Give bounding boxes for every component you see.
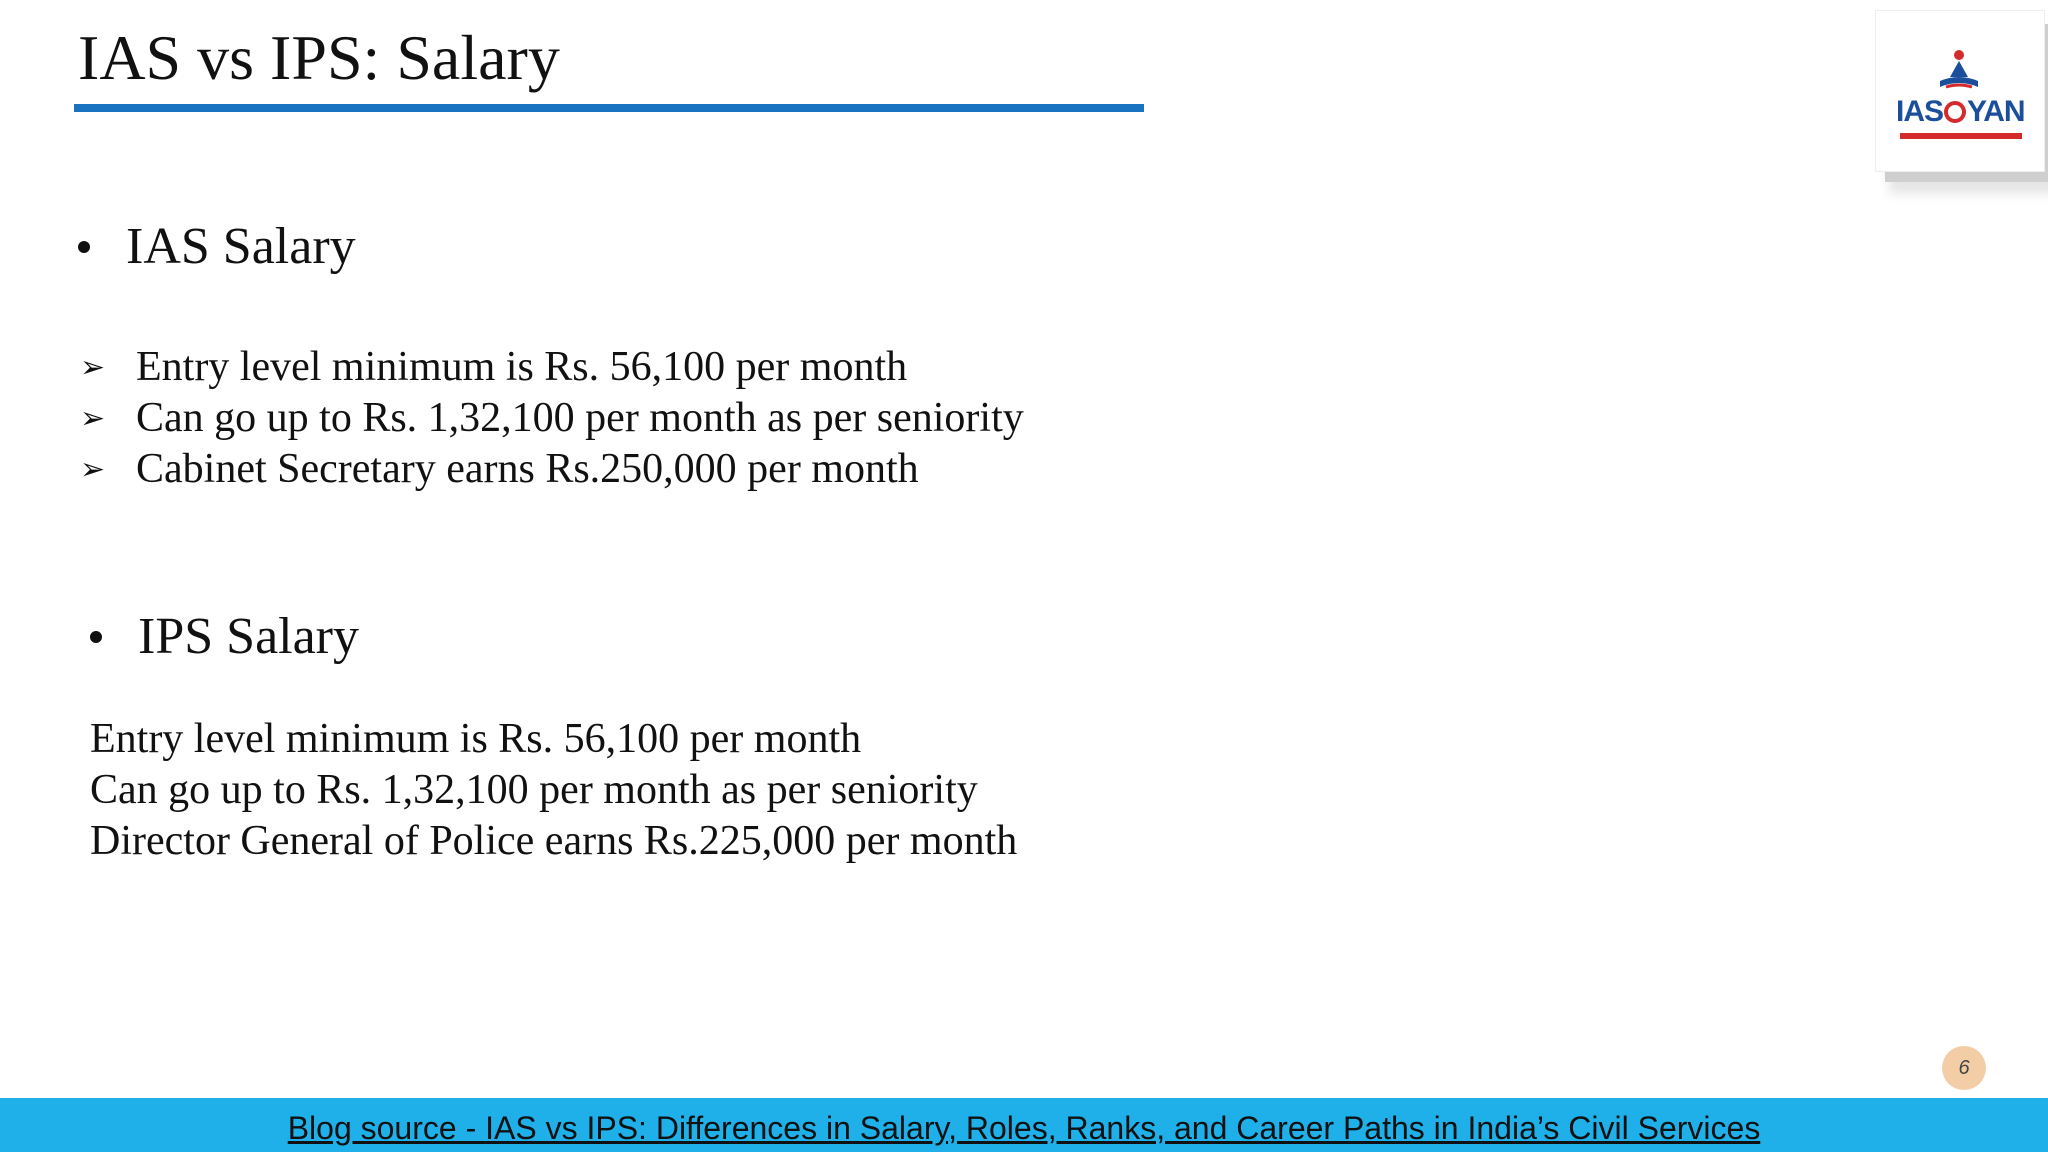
list-item: ➢ Cabinet Secretary earns Rs.250,000 per month bbox=[80, 444, 1024, 495]
arrow-bullet-icon: ➢ bbox=[80, 401, 106, 436]
bullet-icon bbox=[90, 631, 102, 643]
logo-tagline-bar bbox=[1900, 133, 2022, 139]
list-item: ➢ Entry level minimum is Rs. 56,100 per month bbox=[80, 342, 1024, 393]
ips-salary-list bbox=[90, 714, 1017, 867]
slide-title: IAS vs IPS: Salary bbox=[78, 22, 560, 93]
logo bbox=[1875, 10, 2045, 172]
list-item: Can go up to Rs. 1,32,100 per month as per seniority bbox=[90, 767, 978, 813]
logo-wordmark: IAS YAN bbox=[1896, 95, 2025, 128]
page-number-badge: 6 bbox=[1942, 1046, 1986, 1090]
ias-gyan-emblem-icon bbox=[1936, 47, 1982, 95]
list-item: ➢ Can go up to Rs. 1,32,100 per month as per seniority bbox=[80, 393, 1024, 444]
blog-source-label: Blog source - bbox=[287, 1110, 486, 1146]
ias-salary-heading: IAS Salary bbox=[78, 215, 356, 279]
blog-source-link[interactable]: IAS vs IPS: Differences in Salary, Roles, Ranks, and Career Paths in India’s Civil Services bbox=[485, 1110, 1761, 1146]
bullet-icon bbox=[78, 241, 90, 253]
footer-bar bbox=[0, 1098, 2048, 1152]
arrow-bullet-icon: ➢ bbox=[80, 350, 106, 385]
title-underline bbox=[74, 104, 1144, 112]
ias-salary-list bbox=[80, 342, 1024, 495]
logo-ring-icon bbox=[1944, 101, 1966, 123]
ips-salary-heading: IPS Salary bbox=[90, 605, 359, 669]
list-item: Director General of Police earns Rs.225,000 per month bbox=[90, 818, 1018, 864]
list-item: Entry level minimum is Rs. 56,100 per month bbox=[90, 716, 862, 762]
arrow-bullet-icon: ➢ bbox=[80, 452, 106, 487]
